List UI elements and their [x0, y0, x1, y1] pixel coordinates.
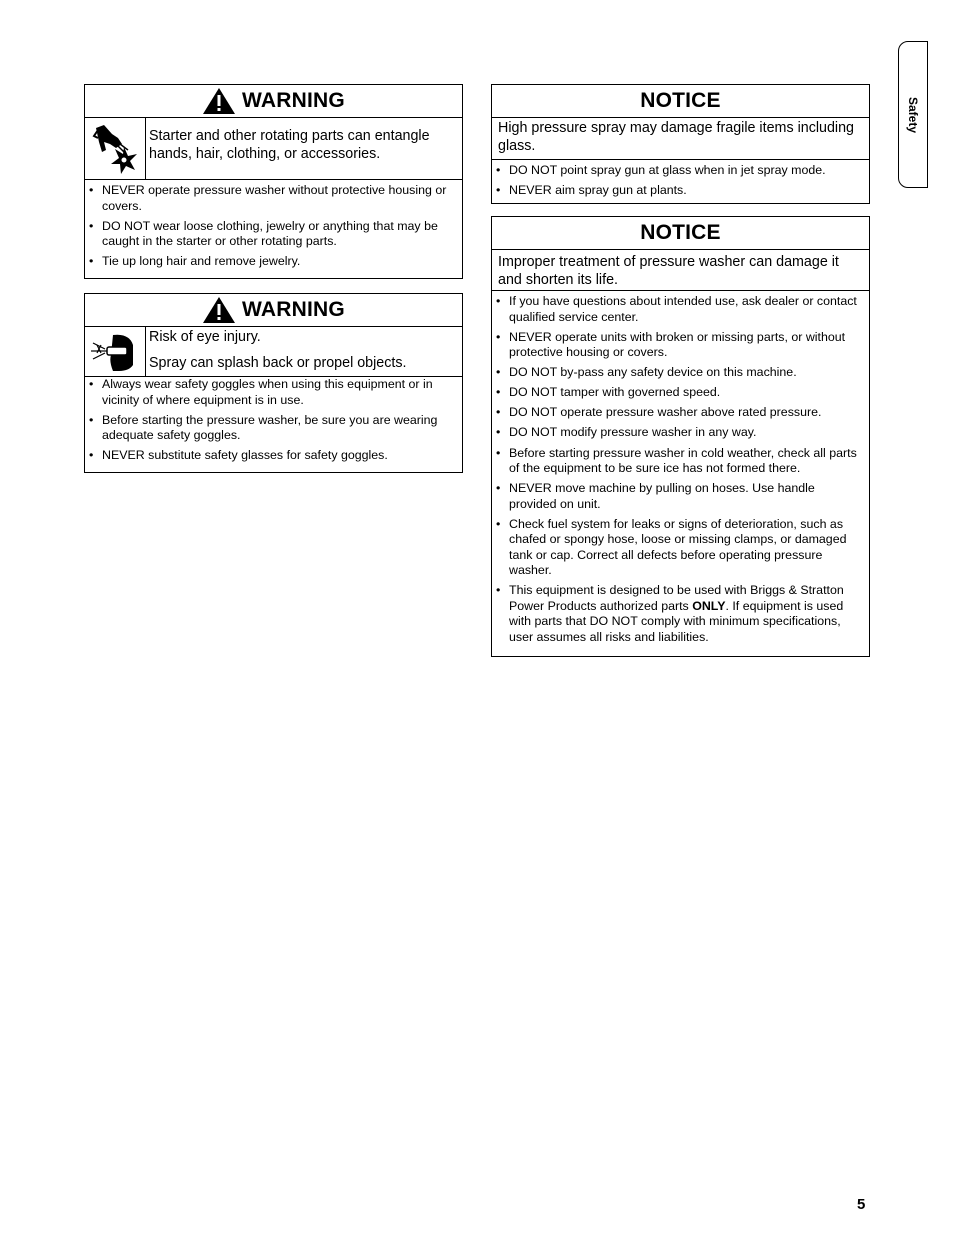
warning-instructions-list: [85, 377, 462, 473]
list-item: • Check fuel system for leaks or signs of deterioration, such as chafed or spongy hose, loose or missing clamps, or damaged tank or cap. Correct all defects before operating pressure washer.: [492, 517, 863, 579]
list-item: • NEVER operate units with broken or missing parts, or without protective housing or covers.: [492, 330, 863, 361]
hazard-row: [85, 118, 462, 180]
list-item: • DO NOT tamper with governed speed.: [492, 385, 863, 401]
hazard-text: Starter and other rotating parts can entangle hands, hair, clothing, or accessories.: [149, 128, 430, 162]
list-item: • DO NOT modify pressure washer in any way.: [492, 425, 863, 441]
safety-tab-label: Safety: [906, 96, 920, 133]
warning-box-entanglement: [84, 84, 463, 279]
list-item: • If you have questions about intended use, ask dealer or contact qualified service center.: [492, 294, 863, 325]
warning-triangle-icon: [202, 87, 236, 115]
list-item: • NEVER move machine by pulling on hoses. Use handle provided on unit.: [492, 481, 863, 512]
list-item: • DO NOT by-pass any safety device on this machine.: [492, 365, 863, 381]
safety-section-tab: [898, 41, 928, 188]
warning-header: [85, 294, 462, 327]
list-item-text: . If equipment is used with parts that DO NOT comply with minimum specifications, user assumes all risks and liabilities.: [509, 598, 844, 644]
notice-instructions-list: [492, 160, 869, 208]
hazard-row: [85, 327, 462, 377]
notice-header: [492, 85, 869, 118]
entanglement-hazard-icon: [85, 118, 146, 179]
list-item: • NEVER aim spray gun at plants.: [492, 183, 863, 199]
notice-title: NOTICE: [640, 221, 721, 244]
list-item: • Before starting the pressure washer, be sure you are wearing adequate safety goggles.: [85, 413, 456, 444]
warning-triangle-icon: [202, 296, 236, 324]
notice-lead-text: Improper treatment of pressure washer can damage it and shorten its life.: [492, 250, 869, 291]
warning-instructions-list: [85, 180, 462, 279]
list-item: • DO NOT operate pressure washer above rated pressure.: [492, 405, 863, 421]
warning-title: WARNING: [242, 89, 345, 112]
page-number: 5: [857, 1196, 866, 1213]
warning-box-eye-injury: [84, 293, 463, 473]
notice-box-fragile-items: [491, 84, 870, 204]
notice-title: NOTICE: [640, 89, 721, 112]
notice-lead-text: High pressure spray may damage fragile items including glass.: [492, 118, 869, 160]
list-item: • Tie up long hair and remove jewelry.: [85, 254, 456, 270]
list-item: [492, 583, 863, 645]
list-item: • NEVER operate pressure washer without protective housing or covers.: [85, 183, 456, 214]
list-item: • DO NOT wear loose clothing, jewelry or anything that may be caught in the starter or other rotating parts.: [85, 219, 456, 250]
emphasis-only: ONLY: [692, 598, 726, 613]
notice-instructions-list: [492, 291, 869, 655]
list-item: • Before starting pressure washer in cold weather, check all parts of the equipment to be sure ice has not formed there.: [492, 446, 863, 477]
hazard-description: [146, 118, 462, 179]
list-item: • NEVER substitute safety glasses for safety goggles.: [85, 448, 456, 464]
hazard-text-line1: Risk of eye injury.: [149, 329, 261, 345]
notice-header: [492, 217, 869, 250]
warning-header: [85, 85, 462, 118]
hazard-description: [146, 327, 410, 376]
eye-injury-goggles-icon: [85, 327, 146, 376]
list-item: • Always wear safety goggles when using this equipment or in vicinity of where equipment is in use.: [85, 377, 456, 408]
hazard-text-line2: Spray can splash back or propel objects.: [149, 355, 407, 371]
notice-box-improper-treatment: [491, 216, 870, 657]
list-item: • DO NOT point spray gun at glass when in jet spray mode.: [492, 163, 863, 179]
list-item-text: This equipment is designed to be used with Briggs & Stratton Power Products authorized parts: [509, 583, 844, 613]
warning-title: WARNING: [242, 298, 345, 321]
